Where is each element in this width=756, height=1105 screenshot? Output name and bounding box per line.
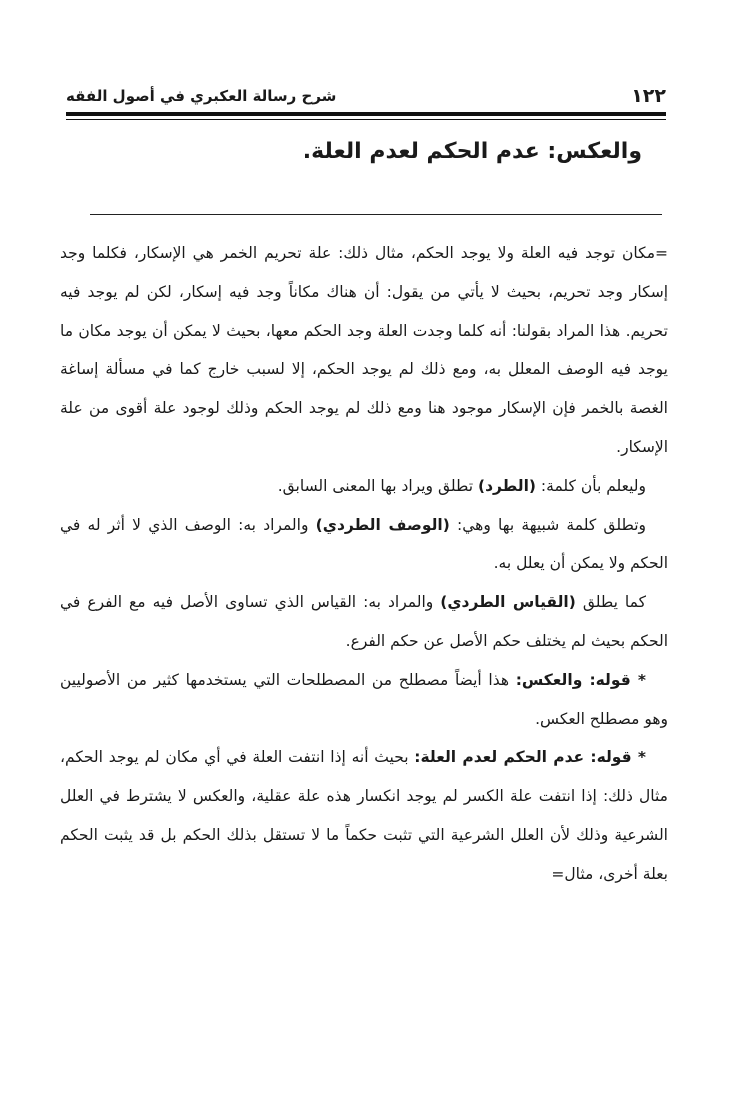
running-title: شرح رسالة العكبري في أصول الفقه [66,87,337,105]
footnote-paragraph-5 [60,661,668,739]
header-rule-thin [66,119,666,120]
p6-heading-bold: * قوله: عدم الحكم لعدم العلة: [414,748,647,767]
page-number: ١٢٢ [631,85,666,107]
p3-term-bold: (الوصف الطردي) [315,515,450,534]
footnote-separator [90,214,662,215]
footnote-paragraph-6 [60,738,668,893]
main-text: والعكس: عدم الحكم لعدم العلة. [302,139,642,164]
footnote-paragraph-4 [60,583,668,661]
footnote-paragraph-1: =مكان توجد فيه العلة ولا يوجد الحكم، مثال ذلك: علة تحريم الخمر هي الإسكار، فكلما وجد إسكار وجد تحريم، بحيث لا يأتي من يقول: أن هناك مكاناً وجد فيه إسكار، لكن لم يوجد فيه تحريم. هذا المراد بقولنا: أنه كلما وجدت العلة وجد الحكم معها، بحيث لا يمكن أن يوجد مكان ما يوجد فيه الوصف المعلل به، ومع ذلك لم يوجد الحكم، إلا لسبب خارج كما في مسألة إساغة الغصة بالخمر فإن الإسكار موجود هنا ومع ذلك لم يوجد الحكم وذلك لوجود علة أقوى من علة الإسكار. [60,244,668,456]
p4-term-bold: (القياس الطردي) [440,593,576,612]
p2-term-bold: (الطرد) [477,476,536,495]
header-rule-thick [66,112,666,116]
p2-text-post: تطلق ويراد بها المعنى السابق. [277,476,478,495]
p4-text-post: والمراد به: القياس الذي تساوى الأصل فيه مع الفرع في الحكم بحيث لم يختلف حكم الأصل عن حكم الفرع. [60,593,668,650]
p6-text-post: بحيث أنه إذا انتفت العلة في أي مكان لم يوجد الحكم، مثال ذلك: إذا انتفت علة الكسر لم يوجد انكسار هذه علة عقلية، والعكس لا يشترط في العلل الشرعية وذلك لأن العلل الشرعية التي تثبت حكماً ما لا تستقل بذلك الحكم بل قد يثبت الحكم بعلة أخرى، مثال= [60,748,668,883]
footnote-paragraph-2 [60,467,668,506]
p5-heading-bold: * قوله: والعكس: [515,670,646,689]
page-header [66,82,666,112]
footnote-paragraph-3 [60,506,668,584]
footnotes [60,234,668,894]
p4-text-pre: كما يطلق [575,593,646,612]
p5-text-post: هذا أيضاً مصطلح من المصطلحات التي يستخدمها كثير من الأصوليين وهو مصطلح العكس. [60,670,668,728]
p3-text-pre: وتطلق كلمة شبيهة بها وهي: [449,515,646,534]
p3-text-post: والمراد به: الوصف الذي لا أثر له في الحكم ولا يمكن أن يعلل به. [60,515,668,573]
p2-text-pre: وليعلم بأن كلمة: [535,476,646,495]
